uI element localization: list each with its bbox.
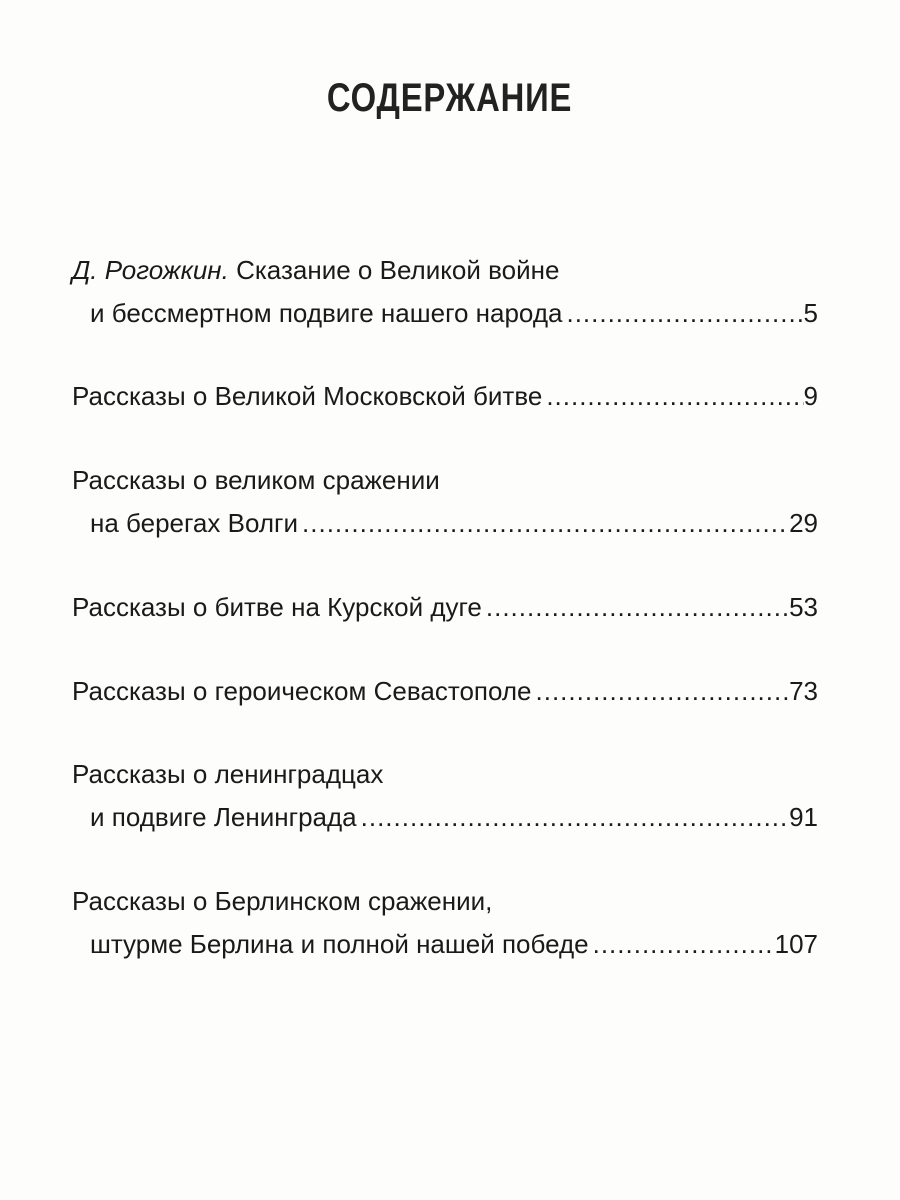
page-number: 5 (803, 298, 818, 328)
toc-entry[interactable] (72, 753, 818, 839)
dot-leader (482, 586, 789, 629)
entry-title: Рассказы о Великой Московской битве (72, 381, 543, 411)
entry-title-cont: и бессмертном подвиге нашего народа (90, 298, 563, 328)
dot-leader (357, 796, 789, 839)
dot-leader (562, 292, 803, 335)
entry-title: Рассказы о битве на Курской дуге (72, 592, 482, 622)
dot-leader (298, 502, 789, 545)
page-number: 107 (774, 929, 818, 959)
dot-leader (542, 375, 803, 418)
toc-entry[interactable] (72, 459, 818, 545)
toc-entry[interactable] (72, 249, 818, 335)
page-number: 91 (789, 802, 818, 832)
entry-title: Рассказы о ленинградцах (72, 759, 384, 789)
toc-entry[interactable] (72, 375, 818, 418)
entry-title: Рассказы о героическом Севастополе (72, 676, 532, 706)
entry-author: Д. Рогожкин. (72, 255, 229, 285)
entry-title: Сказание о Великой войне (236, 255, 560, 285)
page-number: 53 (789, 592, 818, 622)
dot-leader (532, 670, 790, 713)
dot-leader (589, 923, 775, 966)
toc-entry[interactable] (72, 586, 818, 629)
page-number: 9 (803, 381, 818, 411)
page-number: 29 (789, 508, 818, 538)
entry-title-cont: штурме Берлина и полной нашей победе (90, 929, 589, 959)
entry-title: Рассказы о великом сражении (72, 465, 440, 495)
entry-title-cont: на берегах Волги (90, 508, 299, 538)
toc-entry[interactable] (72, 670, 818, 713)
entry-title: Рассказы о Берлинском сражении, (72, 886, 493, 916)
toc-entry[interactable] (72, 880, 818, 966)
entry-title-cont: и подвиге Ленинграда (90, 802, 357, 832)
page-number: 73 (789, 676, 818, 706)
page-title: СОДЕРЖАНИЕ (327, 76, 573, 120)
